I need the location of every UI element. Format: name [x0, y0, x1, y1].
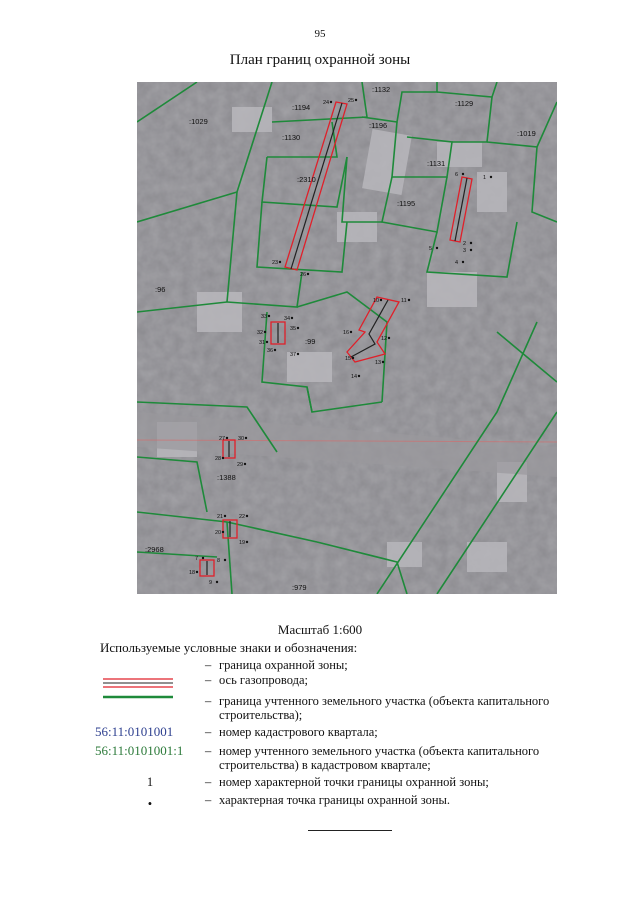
map-scale: Масштаб 1:600: [277, 622, 363, 637]
point-number-label: 27: [219, 436, 226, 442]
point-number-label: 5: [429, 246, 433, 252]
parcel-label: :1131: [427, 159, 446, 168]
parcel-label: :96: [155, 285, 166, 294]
point-number-label: 10: [373, 298, 380, 304]
boundary-point: [358, 375, 360, 377]
legend-title: Используемые условные знаки и обозначения:: [100, 640, 358, 655]
legend-symbol-cadastre-parcel: 56:11:0101001:1: [95, 743, 184, 758]
legend-symbol-parcel-boundary: [95, 692, 205, 702]
legend-text-zone-boundary: граница охранной зоны;: [219, 658, 348, 672]
point-number-label: 11: [401, 298, 407, 304]
boundary-point: [388, 337, 390, 339]
boundary-point: [268, 315, 270, 317]
point-number-label: 7: [195, 556, 199, 562]
legend-dash: –: [205, 694, 212, 708]
aerial-map: [137, 82, 557, 594]
boundary-point: [279, 261, 281, 263]
boundary-point: [224, 515, 226, 517]
boundary-point: [274, 349, 276, 351]
parcel-label: :2968: [145, 545, 164, 554]
boundary-point: [470, 242, 472, 244]
point-number-label: 30: [238, 436, 245, 442]
boundary-point: [297, 353, 299, 355]
boundary-point: [196, 571, 198, 573]
boundary-point: [470, 249, 472, 251]
boundary-point: [216, 581, 218, 583]
point-number-label: 29: [237, 462, 244, 468]
page-title: План границ охранной зоны: [229, 52, 411, 68]
legend-text-pipeline-axis: ось газопровода;: [219, 673, 309, 687]
point-number-label: 15: [345, 356, 352, 362]
point-number-label: 12: [381, 336, 388, 342]
point-number-label: 22: [239, 514, 246, 520]
point-number-label: 19: [239, 540, 246, 546]
point-number-label: 35: [290, 326, 297, 332]
legend-text-cadastre-quarter: номер кадастрового квартала;: [219, 725, 378, 739]
point-number-label: 18: [189, 570, 196, 576]
legend-dash: –: [205, 775, 212, 789]
parcel-label: :1029: [189, 117, 208, 126]
parcel-label: :1130: [282, 133, 301, 142]
boundary-point: [244, 463, 246, 465]
parcel-label: :1196: [369, 121, 388, 130]
legend-text-parcel-boundary: граница учтенного земельного участка (объекта капитального строительства);: [219, 694, 550, 722]
legend-text-point-number: номер характерной точки границы охранной зоны;: [219, 775, 489, 789]
legend-dash: –: [205, 744, 212, 758]
point-number-label: 36: [267, 348, 274, 354]
boundary-point: [462, 173, 464, 175]
boundary-point: [307, 273, 309, 275]
point-number-label: 28: [215, 456, 222, 462]
boundary-point: [350, 331, 352, 333]
boundary-point: [355, 99, 357, 101]
boundary-point: [291, 317, 293, 319]
boundary-point: [246, 541, 248, 543]
point-number-label: 3: [463, 248, 467, 254]
boundary-point: [246, 515, 248, 517]
parcel-label: :99: [305, 337, 316, 346]
parcel-label: :1388: [217, 473, 236, 482]
boundary-point: [490, 176, 492, 178]
parcel-label: :1129: [455, 99, 474, 108]
boundary-point: [245, 437, 247, 439]
boundary-point: [408, 299, 410, 301]
point-number-label: 24: [323, 100, 330, 106]
point-number-label: 34: [284, 316, 291, 322]
point-number-label: 26: [300, 272, 307, 278]
parcel-label: :2310: [297, 175, 316, 184]
legend-dash: –: [205, 658, 212, 672]
legend-text-cadastre-parcel: номер учтенного земельного участка (объекта капитального строительства) в кадастровом квартале;: [219, 744, 540, 772]
point-number-label: 23: [272, 260, 279, 266]
boundary-point: [382, 361, 384, 363]
point-number-label: 6: [455, 172, 459, 178]
parcel-label: :1019: [517, 129, 536, 138]
legend-symbol-point: •: [147, 797, 153, 811]
footer-divider: [308, 830, 392, 831]
boundary-point: [224, 559, 226, 561]
legend-symbol-zone-and-axis: [95, 676, 205, 692]
point-number-label: 13: [375, 360, 382, 366]
legend-dash: –: [205, 793, 212, 807]
legend-symbol-point-number: 1: [146, 775, 154, 789]
point-number-label: 2: [463, 241, 467, 247]
boundary-point: [222, 531, 224, 533]
point-number-label: 25: [348, 98, 355, 104]
page-number: 95: [314, 28, 326, 40]
boundary-point: [266, 341, 268, 343]
parcel-label: :979: [292, 583, 307, 592]
point-number-label: 16: [343, 330, 350, 336]
boundary-point: [297, 327, 299, 329]
point-number-label: 33: [261, 314, 268, 320]
point-number-label: 37: [290, 352, 297, 358]
boundary-point: [462, 261, 464, 263]
point-number-label: 21: [217, 514, 224, 520]
legend-dash: –: [205, 725, 212, 739]
boundary-point: [380, 299, 382, 301]
point-number-label: 4: [455, 260, 459, 266]
boundary-point: [436, 247, 438, 249]
point-number-label: 32: [257, 330, 264, 336]
legend-symbol-cadastre-quarter: 56:11:0101001: [95, 724, 174, 739]
boundary-point: [202, 557, 204, 559]
legend-dash: –: [205, 673, 212, 687]
boundary-point: [330, 101, 332, 103]
boundary-point: [352, 357, 354, 359]
parcel-label: :1132: [372, 85, 391, 94]
point-number-label: 20: [215, 530, 222, 536]
point-number-label: 9: [209, 580, 213, 586]
legend-text-point: характерная точка границы охранной зоны.: [219, 793, 451, 807]
point-number-label: 1: [483, 175, 487, 181]
point-number-label: 31: [259, 340, 266, 346]
parcel-label: :1195: [397, 199, 416, 208]
boundary-point: [222, 457, 224, 459]
boundary-point: [226, 437, 228, 439]
point-number-label: 14: [351, 374, 358, 380]
parcel-label: :1194: [292, 103, 311, 112]
point-number-label: 8: [217, 558, 221, 564]
boundary-point: [264, 331, 266, 333]
